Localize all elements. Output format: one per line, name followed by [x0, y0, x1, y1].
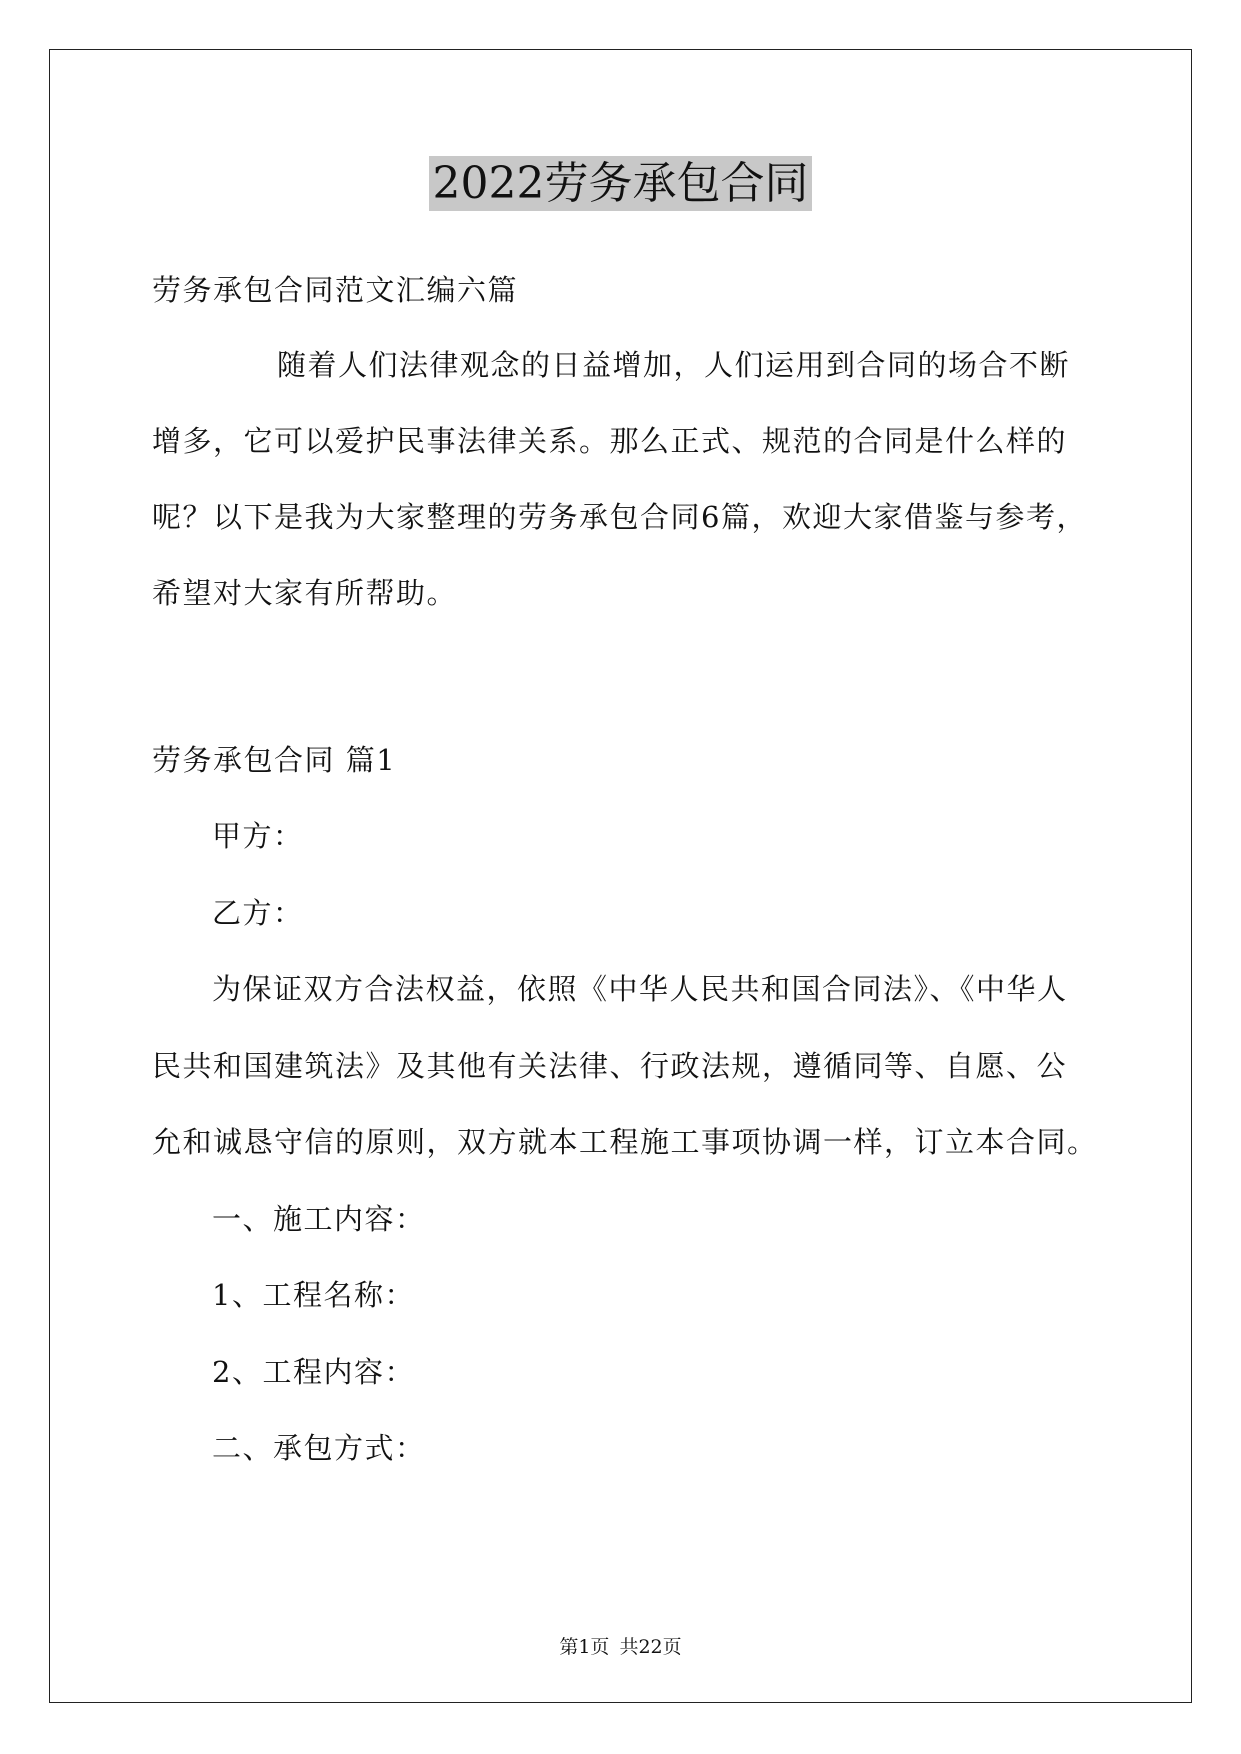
- document-title: 2022劳务承包合同: [0, 155, 1241, 213]
- page-footer: 第1页 共22页: [559, 1636, 682, 1658]
- section-heading: 劳务承包合同 篇1: [152, 743, 397, 777]
- document-subtitle: 劳务承包合同范文汇编六篇: [152, 273, 519, 307]
- clause-line-3: 允和诚恳守信的原则，双方就本工程施工事项协调一样，订立本合同。: [152, 1125, 1098, 1159]
- intro-line-1: 随着人们法律观念的日益增加，人们运用到合同的场合不断: [277, 348, 1071, 382]
- clause-line-1: 为保证双方合法权益，依照《中华人民共和国合同法》、《中华人: [212, 972, 1068, 1006]
- clause-line-2: 民共和国建筑法》及其他有关法律、行政法规，遵循同等、自愿、公: [152, 1049, 1068, 1083]
- item-project-content: 2、工程内容：: [212, 1355, 415, 1389]
- item-contract-method: 二、承包方式：: [212, 1431, 426, 1465]
- item-construction-content: 一、施工内容：: [212, 1202, 426, 1236]
- intro-line-4: 希望对大家有所帮助。: [152, 576, 458, 610]
- party-a-label: 甲方：: [212, 819, 304, 853]
- party-b-label: 乙方：: [212, 896, 304, 930]
- intro-line-3: 呢？以下是我为大家整理的劳务承包合同6篇，欢迎大家借鉴与参考，: [152, 500, 1087, 534]
- intro-line-2: 增多，它可以爱护民事法律关系。那么正式、规范的合同是什么样的: [152, 424, 1068, 458]
- item-project-name: 1、工程名称：: [212, 1278, 415, 1312]
